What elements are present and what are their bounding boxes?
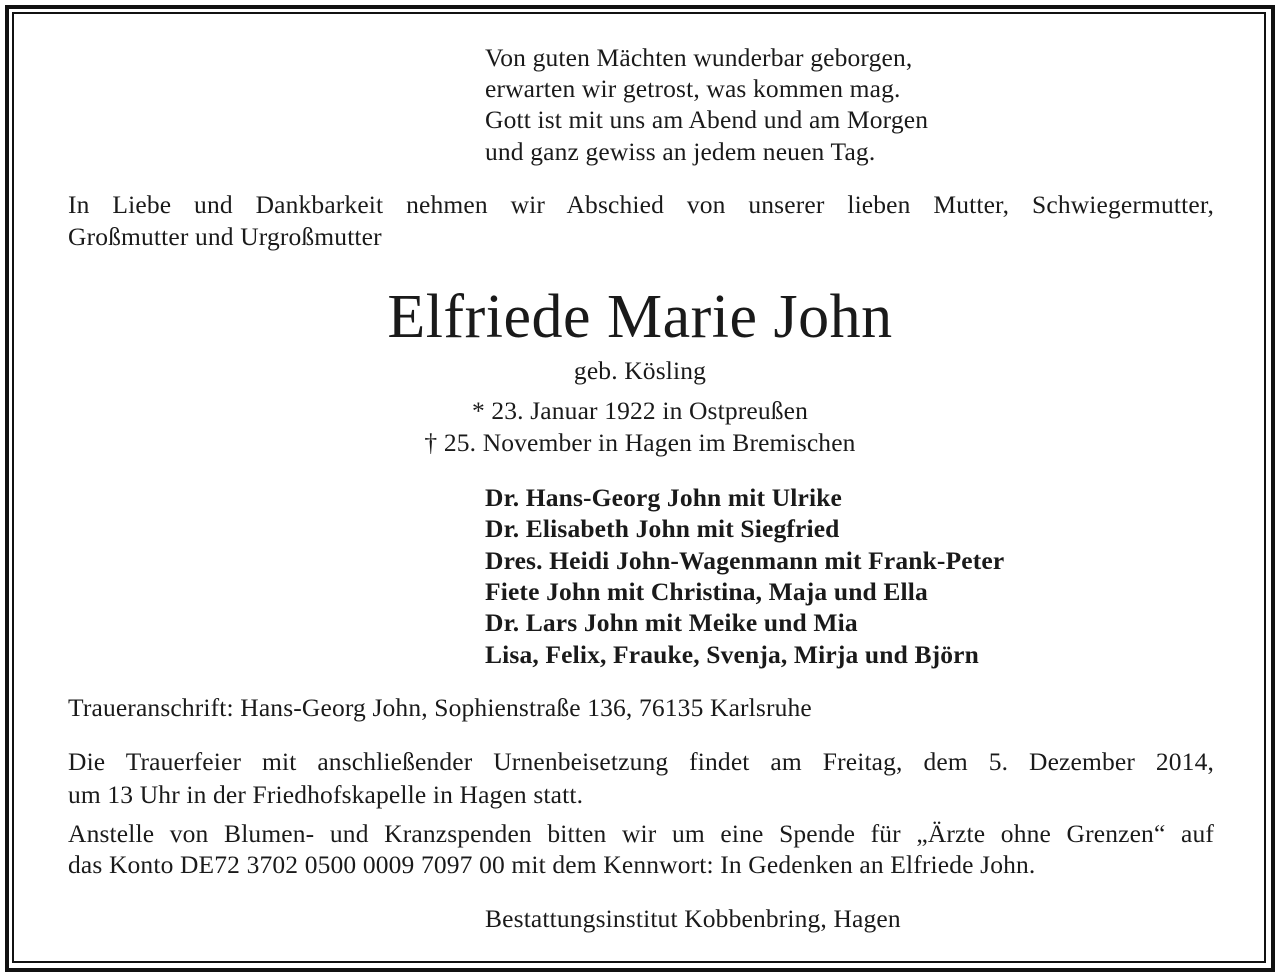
mourner-line: Dres. Heidi John-Wagenmann mit Frank-Peter (485, 546, 1005, 575)
ceremony-line: um 13 Uhr in der Friedhofskapelle in Hagen statt. (68, 780, 584, 809)
mourner-line: Fiete John mit Christina, Maja und Ella (485, 577, 928, 606)
ceremony-line: Die Trauerfeier mit anschließender Urnenbeisetzung findet am Freitag, dem 5. Dezember 2014, (68, 747, 1214, 776)
death-date: † 25. November in Hagen im Bremischen (424, 428, 856, 457)
poem-line: und ganz gewiss an jedem neuen Tag. (485, 137, 876, 166)
mourner-line: Lisa, Felix, Frauke, Svenja, Mirja und Björn (485, 640, 979, 669)
deceased-name: Elfriede Marie John (387, 283, 893, 351)
funeral-home: Bestattungsinstitut Kobbenbring, Hagen (485, 904, 901, 933)
poem-line: erwarten wir getrost, was kommen mag. (485, 74, 901, 103)
intro-line: Großmutter und Urgroßmutter (68, 222, 382, 251)
mourning-address: Traueranschrift: Hans-Georg John, Sophienstraße 136, 76135 Karlsruhe (68, 693, 812, 722)
intro-line: In Liebe und Dankbarkeit nehmen wir Abschied von unserer lieben Mutter, Schwiegermutter, (68, 190, 1214, 219)
poem-line: Gott ist mit uns am Abend und am Morgen (485, 105, 929, 134)
donation-line: Anstelle von Blumen- und Kranzspenden bitten wir um eine Spende für „Ärzte ohne Grenzen“ auf (68, 819, 1214, 848)
maiden-name: geb. Kösling (573, 356, 707, 385)
birth-date: * 23. Januar 1922 in Ostpreußen (471, 396, 809, 425)
poem-line: Von guten Mächten wunderbar geborgen, (485, 43, 913, 72)
mourner-line: Dr. Hans-Georg John mit Ulrike (485, 483, 843, 512)
donation-line: das Konto DE72 3702 0500 0009 7097 00 mit dem Kennwort: In Gedenken an Elfriede John. (68, 850, 1036, 879)
mourner-line: Dr. Lars John mit Meike und Mia (485, 608, 858, 637)
mourner-line: Dr. Elisabeth John mit Siegfried (485, 514, 840, 543)
